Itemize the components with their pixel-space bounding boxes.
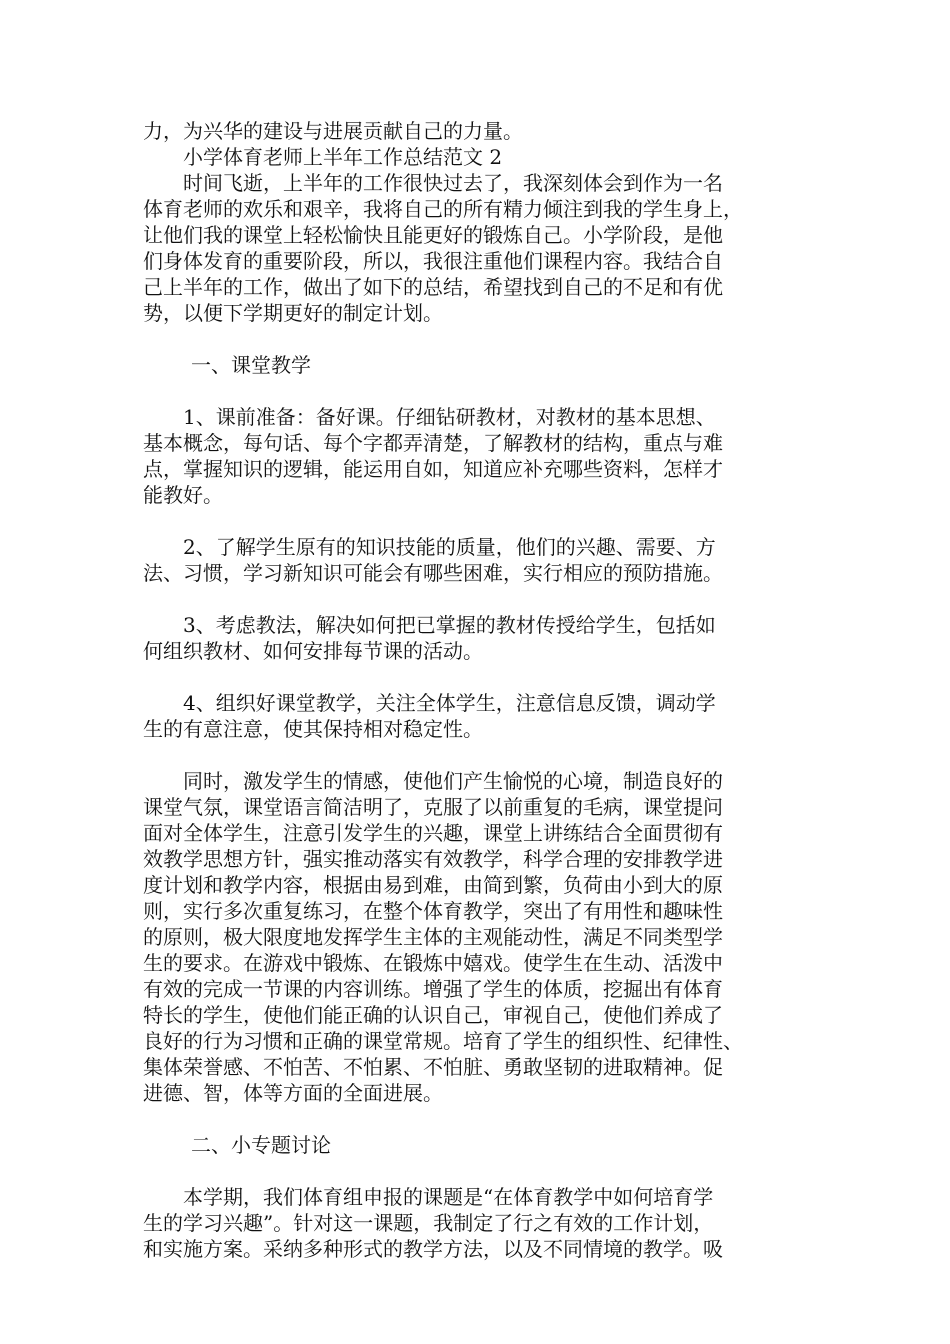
- paragraph-topic-research: [143, 1184, 811, 1262]
- paragraph-line: 度计划和教学内容，根据由易到难，由简到繁，负荷由小到大的原: [143, 873, 723, 897]
- section-heading-topic-research: 二、小专题讨论: [191, 1133, 331, 1157]
- paragraph-item-4: [143, 690, 811, 742]
- section-heading-classroom: 一、课堂教学: [191, 353, 311, 377]
- paragraph-line: 课堂气氛，课堂语言简洁明了，克服了以前重复的毛病，课堂提问: [143, 795, 723, 819]
- paragraph-line: 进德、智，体等方面的全面进展。: [143, 1081, 443, 1105]
- paragraph-line: 效教学思想方针，强实推动落实有效教学，科学合理的安排教学进: [143, 847, 723, 871]
- paragraph-line: 何组织教材、如何安排每节课的活动。: [143, 639, 483, 663]
- paragraph-gap: [143, 1106, 811, 1132]
- paragraph-line: 基本概念，每句话、每个字都弄清楚，了解教材的结构，重点与难: [143, 431, 723, 455]
- paragraph-line: 生的学习兴趣”。针对这一课题，我制定了行之有效的工作计划，: [143, 1211, 714, 1235]
- paragraph-line: 能教好。: [143, 483, 223, 507]
- paragraph-line: 点，掌握知识的逻辑，能运用自如，知道应补充哪些资料，怎样才: [143, 457, 723, 481]
- paragraph-line: 有效的完成一节课的内容训练。增强了学生的体质，挖掘出有体育: [143, 977, 723, 1001]
- paragraph-gap: [143, 664, 811, 690]
- paragraph-line: 的原则，极大限度地发挥学生主体的主观能动性，满足不同类型学: [143, 925, 723, 949]
- paragraph-line: 集体荣誉感、不怕苦、不怕累、不怕脏、勇敢坚韧的进取精神。促: [143, 1055, 723, 1079]
- paragraph-classroom-emotion: [143, 768, 811, 1106]
- paragraph-line: 2、了解学生原有的知识技能的质量，他们的兴趣、需要、方: [183, 535, 716, 559]
- paragraph-gap: [143, 1158, 811, 1184]
- paragraph-line: 特长的学生，使他们能正确的认识自己，审视自己，使他们养成了: [143, 1003, 723, 1027]
- paragraph-line: 让他们我的课堂上轻松愉快且能更好的锻炼自己。小学阶段，是他: [143, 223, 723, 247]
- document-page: [143, 118, 811, 1262]
- paragraph-line: 们身体发育的重要阶段，所以，我很注重他们课程内容。我结合自: [143, 249, 723, 273]
- paragraph-line: 生的有意注意，使其保持相对稳定性。: [143, 717, 483, 741]
- paragraph-line: 良好的行为习惯和正确的课堂常规。培育了学生的组织性、纪律性、: [143, 1029, 743, 1053]
- paragraph-line: 4、组织好课堂教学，关注全体学生，注意信息反馈，调动学: [183, 691, 716, 715]
- paragraph-line: 本学期，我们体育组申报的课题是“在体育教学中如何培育学: [183, 1185, 714, 1209]
- paragraph-line: 和实施方案。采纳多种形式的教学方法，以及不同情境的教学。吸: [143, 1237, 723, 1261]
- paragraph-item-3: [143, 612, 811, 664]
- paragraph-line: 法、习惯，学习新知识可能会有哪些困难，实行相应的预防措施。: [143, 561, 723, 585]
- paragraph-gap: [143, 586, 811, 612]
- paragraph-gap: [143, 508, 811, 534]
- paragraph-item-2: [143, 534, 811, 586]
- paragraph-gap: [143, 326, 811, 352]
- paragraph-line: 生的要求。在游戏中锻炼、在锻炼中嬉戏。使学生在生动、活泼中: [143, 951, 723, 975]
- paragraph-line: 体育老师的欢乐和艰辛，我将自己的所有精力倾注到我的学生身上，: [143, 197, 743, 221]
- document-subtitle: 小学体育老师上半年工作总结范文 2: [183, 145, 503, 169]
- paragraph-line: 面对全体学生，注意引发学生的兴趣，课堂上讲练结合全面贯彻有: [143, 821, 723, 845]
- paragraph-line: 时间飞逝，上半年的工作很快过去了，我深刻体会到作为一名: [183, 171, 723, 195]
- paragraph-gap: [143, 742, 811, 768]
- paragraph-line: 则，实行多次重复练习，在整个体育教学，突出了有用性和趣味性: [143, 899, 723, 923]
- paragraph-gap: [143, 378, 811, 404]
- paragraph-line: 1、课前准备：备好课。仔细钻研教材，对教材的基本思想、: [183, 405, 716, 429]
- paragraph-line: 同时，激发学生的情感，使他们产生愉悦的心境，制造良好的: [183, 769, 723, 793]
- paragraph-intro: [143, 170, 811, 326]
- paragraph-line: 势，以便下学期更好的制定计划。: [143, 301, 443, 325]
- paragraph-item-1: [143, 404, 811, 508]
- paragraph-line: 3、考虑教法，解决如何把已掌握的教材传授给学生，包括如: [183, 613, 716, 637]
- intro-tail-line: 力，为兴华的建设与进展贡献自己的力量。: [143, 119, 523, 143]
- paragraph-line: 己上半年的工作，做出了如下的总结，希望找到自己的不足和有优: [143, 275, 723, 299]
